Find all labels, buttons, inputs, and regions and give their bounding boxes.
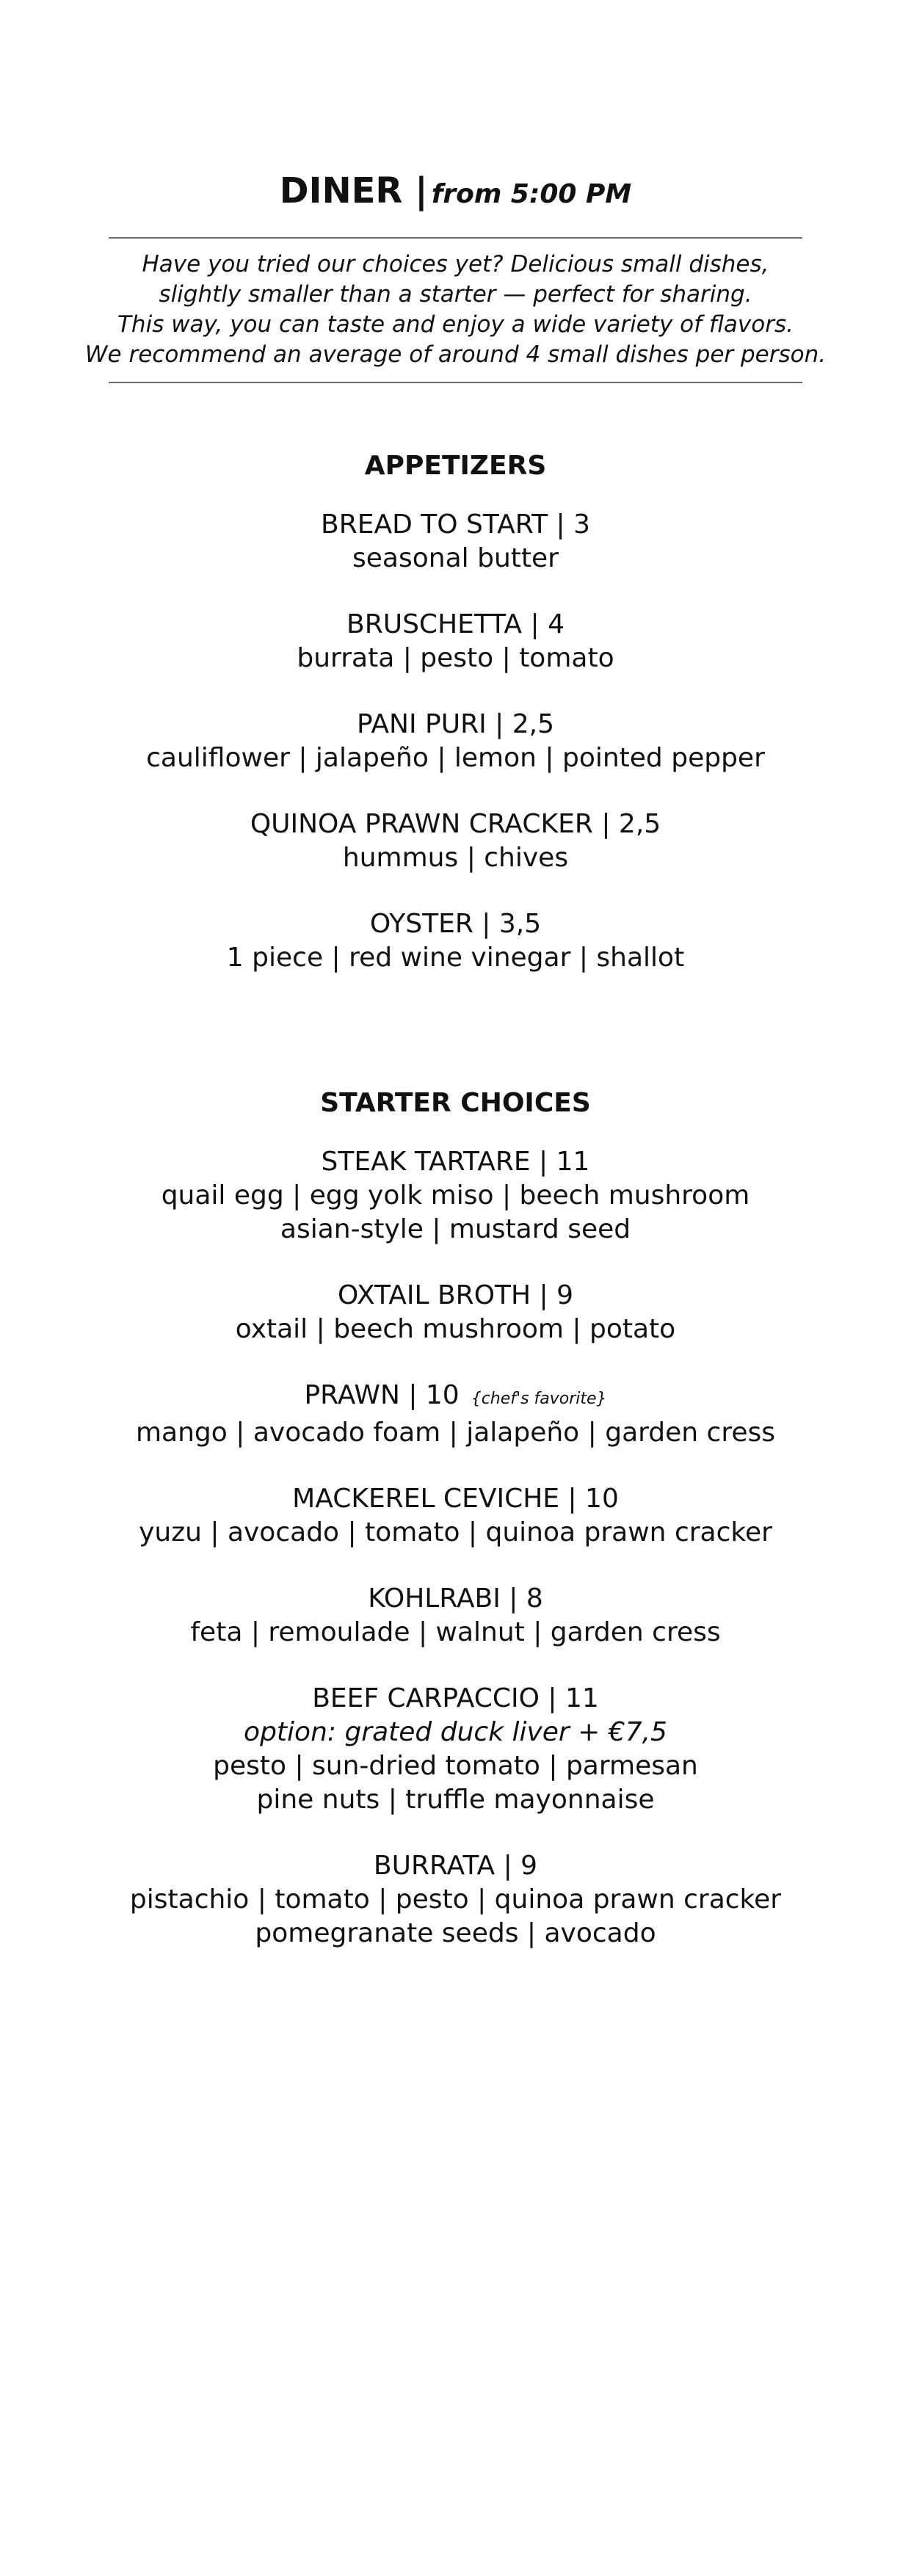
item-description: burrata | pesto | tomato: [297, 643, 614, 673]
item-description: pine nuts | truffle mayonnaise: [256, 1785, 655, 1815]
item-name: PRAWN | 10: [304, 1380, 460, 1410]
top-divider: [109, 237, 802, 239]
item-description: pomegranate seeds | avocado: [255, 1918, 656, 1948]
item-name: PANI PURI | 2,5: [357, 709, 554, 739]
item-description: 1 piece | red wine vinegar | shallot: [226, 943, 685, 973]
menu-item: [0, 1682, 911, 1817]
item-option: option: grated duck liver + €7,5: [244, 1717, 667, 1747]
menu-item: [0, 608, 911, 675]
item-name: BRUSCHETTA | 4: [346, 609, 565, 639]
menu-item: [0, 708, 911, 775]
intro-line: This way, you can taste and enjoy a wide variety of flavors.: [117, 311, 794, 338]
menu-title-time: from 5:00 PM: [431, 179, 632, 209]
item-name: BURRATA | 9: [373, 1851, 538, 1881]
menu-item: [0, 907, 911, 975]
item-description: oxtail | beech mushroom | potato: [235, 1314, 676, 1344]
starters-section: [0, 1085, 911, 1983]
item-description: pesto | sun-dried tomato | parmesan: [213, 1751, 698, 1781]
item-description: feta | remoulade | walnut | garden cress: [190, 1617, 721, 1647]
item-name: OYSTER | 3,5: [369, 909, 542, 939]
item-description: quail egg | egg yolk miso | beech mushroom: [161, 1180, 750, 1211]
intro-line: slightly smaller than a starter — perfect for sharing.: [159, 281, 752, 308]
item-description: yuzu | avocado | tomato | quinoa prawn cracker: [139, 1517, 772, 1548]
item-name-row: [0, 1379, 911, 1416]
menu-item: [0, 1482, 911, 1550]
menu-item: [0, 808, 911, 875]
menu-item: [0, 1582, 911, 1650]
bottom-divider: [109, 382, 802, 383]
item-description: pistachio | tomato | pesto | quinoa prawn cracker: [129, 1884, 782, 1915]
appetizers-section: [0, 448, 911, 1007]
item-name: KOHLRABI | 8: [368, 1583, 543, 1614]
menu-item: [0, 1379, 911, 1450]
item-name: MACKEREL CEVICHE | 10: [292, 1484, 619, 1514]
intro-line: Have you tried our choices yet? Delicious small dishes,: [142, 251, 769, 277]
menu-item: [0, 1145, 911, 1247]
chefs-favorite-badge: {chef's favorite}: [471, 1390, 607, 1408]
appetizers-title: APPETIZERS: [364, 451, 547, 481]
item-description: asian-style | mustard seed: [280, 1214, 631, 1244]
menu-item: [0, 1849, 911, 1951]
item-name: BREAD TO START | 3: [321, 509, 590, 540]
menu-item: [0, 508, 911, 576]
item-description: hummus | chives: [342, 843, 569, 873]
starters-title: STARTER CHOICES: [320, 1088, 591, 1118]
intro-text: [73, 250, 838, 370]
menu-title: [0, 165, 911, 225]
item-description: cauliflower | jalapeño | lemon | pointed pepper: [146, 743, 765, 773]
menu-item: [0, 1279, 911, 1346]
item-description: seasonal butter: [352, 543, 559, 573]
item-description: mango | avocado foam | jalapeño | garden cress: [135, 1418, 776, 1448]
item-name: QUINOA PRAWN CRACKER | 2,5: [250, 809, 661, 839]
item-name: BEEF CARPACCIO | 11: [312, 1683, 599, 1713]
item-name: STEAK TARTARE | 11: [321, 1147, 590, 1177]
intro-line: We recommend an average of around 4 small dishes per person.: [84, 341, 827, 368]
menu-title-main: DINER |: [279, 170, 428, 211]
item-name: OXTAIL BROTH | 9: [337, 1280, 574, 1310]
